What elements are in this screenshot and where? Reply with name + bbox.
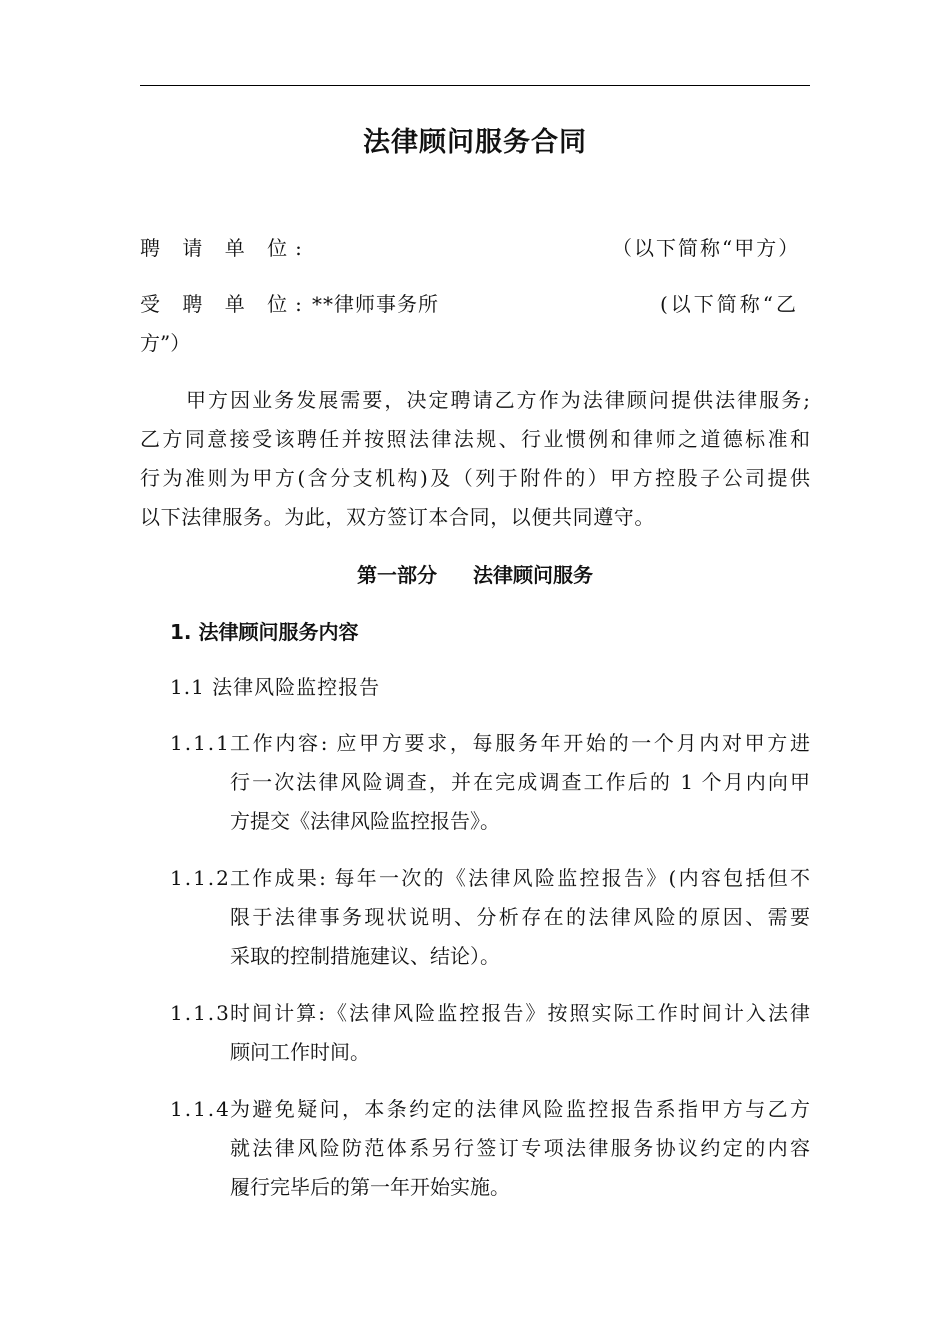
part-heading — [140, 555, 810, 595]
clause-line: 行一次法律风险调查，并在完成调查工作后的 1 个月内向甲 — [230, 770, 810, 794]
subsection-heading: 1.1 法律风险监控报告 — [170, 675, 381, 699]
preamble-line: 行为准则为甲方(含分支机构)及（列于附件的）甲方控股子公司提供 — [140, 466, 810, 490]
part-label: 第一部分 — [357, 563, 437, 587]
preamble-line: 以下法律服务。为此，双方签订本合同，以便共同遵守。 — [140, 505, 655, 529]
clause-number: 1.1.2 — [170, 866, 231, 890]
clause-line: 为避免疑问，本条约定的法律风险监控报告系指甲方与乙方 — [230, 1097, 810, 1121]
clause-line: 采取的控制措施建议、结论）。 — [230, 944, 500, 968]
hired-party-alias-continued: 方”） — [140, 331, 191, 355]
section-heading: 1. 法律顾问服务内容 — [170, 620, 359, 644]
hired-party-label: 受 聘 单 位: — [140, 292, 310, 316]
clause-line: 工作成果: 每年一次的《法律风险监控报告》(内容包括但不 — [230, 866, 810, 890]
preamble-line: 乙方同意接受该聘任并按照法律法规、行业惯例和律师之道德标准和 — [140, 427, 810, 451]
part-title: 法律顾问服务 — [473, 563, 593, 587]
clause-number: 1.1.3 — [170, 1001, 231, 1025]
clause-line: 方提交《法律风险监控报告》。 — [230, 809, 500, 833]
hiring-party-label: 聘 请 单 位: — [140, 236, 310, 260]
preamble-line: 甲方因业务发展需要，决定聘请乙方作为法律顾问提供法律服务; — [186, 388, 810, 412]
clause-line: 就法律风险防范体系另行签订专项法律服务协议约定的内容 — [230, 1136, 810, 1160]
clause-line: 工作内容: 应甲方要求，每服务年开始的一个月内对甲方进 — [230, 731, 810, 755]
hired-party-alias: (以下简称“乙 — [660, 292, 800, 316]
hired-party-name: **律师事务所 — [312, 292, 439, 316]
header-rule — [140, 85, 810, 86]
clause-line: 履行完毕后的第一年开始实施。 — [230, 1175, 510, 1199]
clause-line: 顾问工作时间。 — [230, 1040, 370, 1064]
clause-line: 时间计算:《法律风险监控报告》按照实际工作时间计入法律 — [230, 1001, 810, 1025]
hiring-party-alias: （以下简称“甲方） — [612, 236, 801, 260]
clause-number: 1.1.1 — [170, 731, 231, 755]
clause-number: 1.1.4 — [170, 1097, 231, 1121]
document-title: 法律顾问服务合同 — [363, 127, 587, 158]
clause-line: 限于法律事务现状说明、分析存在的法律风险的原因、需要 — [230, 905, 810, 929]
